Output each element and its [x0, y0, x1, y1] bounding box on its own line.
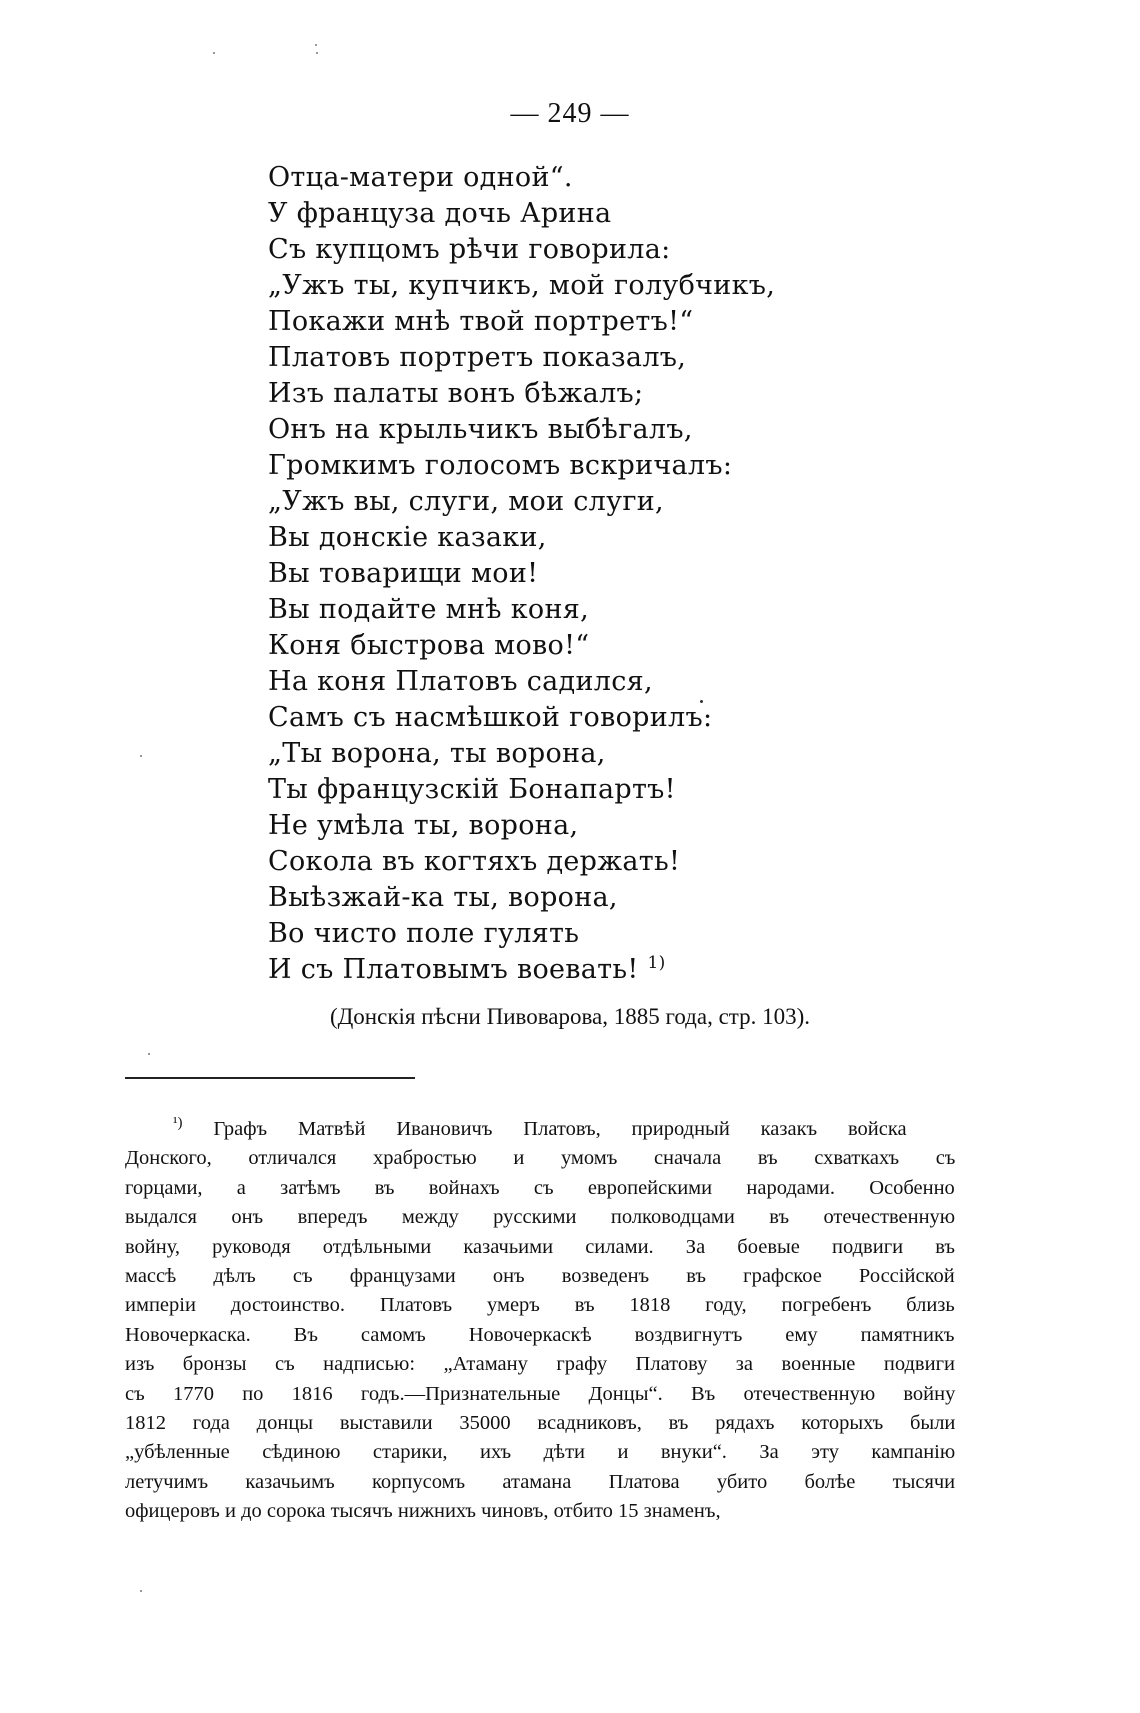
poem-line: „Ужъ вы, слуги, мои слуги,	[268, 486, 664, 517]
poem-line: Громкимъ голосомъ вскричалъ:	[268, 450, 733, 481]
footnote-line: летучимъ казачьимъ корпусомъ атамана Платова убито болѣе тысячи	[125, 1470, 956, 1493]
poem-line: Покажи мнѣ твой портретъ!“	[268, 306, 694, 337]
poem-line: Во чисто поле гулять	[268, 918, 580, 949]
footnote-line: выдался онъ впередъ между русскими полководцами въ отечественную	[125, 1206, 956, 1229]
footnote-line: 1812 года донцы выставили 35000 всадниковъ, въ рядахъ которыхъ были	[125, 1411, 956, 1434]
poem-line: Самъ съ насмѣшкой говорилъ:	[268, 702, 713, 733]
scan-speck	[148, 1053, 150, 1055]
footnote-line: массѣ дѣлъ съ французами онъ возведенъ въ графское Россійской	[125, 1264, 955, 1287]
poem-last-line	[268, 952, 968, 988]
footnote-line	[125, 1115, 955, 1144]
poem-line: Отца-матери одной“.	[268, 162, 573, 193]
footnote-line: имперіи достоинство. Платовъ умеръ въ 1818 году, погребенъ близь	[125, 1294, 955, 1317]
scan-speck	[315, 44, 317, 46]
source-citation: (Донскія пѣсни Пивоварова, 1885 года, стр. 103).	[329, 1004, 811, 1029]
poem-line: Сокола въ когтяхъ держать!	[268, 846, 681, 877]
poem	[268, 160, 968, 988]
footnote-line: Новочеркаска. Въ самомъ Новочеркаскѣ воздвигнутъ ему памятникъ	[125, 1323, 955, 1346]
footnote-line: офицеровъ и до сорока тысячъ нижнихъ чиновъ, отбито 15 знаменъ,	[125, 1500, 721, 1523]
poem-line: На коня Платовъ садился,	[268, 666, 653, 697]
poem-line: Вы товарищи мои!	[268, 558, 539, 589]
footnote	[125, 1115, 955, 1526]
scan-speck	[140, 1590, 142, 1592]
scan-speck	[316, 52, 318, 54]
poem-last-line-text: И съ Платовымъ воевать!	[268, 954, 639, 985]
poem-line: „Ты ворона, ты ворона,	[268, 738, 606, 769]
footnote-line: съ 1770 по 1816 годъ.—Признательные Донцы“. Въ отечественную войну	[125, 1382, 956, 1405]
scan-speck	[140, 755, 142, 757]
poem-line: Ты французскій Бонапартъ!	[268, 774, 676, 805]
footnote-line: горцами, а затѣмъ въ войнахъ съ европейскими народами. Особенно	[125, 1176, 955, 1199]
footnote-line: „убѣленные сѣдиною старики, ихъ дѣти и внуки“. За эту кампанію	[125, 1441, 956, 1464]
footnote-reference[interactable]: 1)	[647, 953, 666, 973]
poem-line: У француза дочь Арина	[268, 198, 612, 229]
poem-line: Вы подайте мнѣ коня,	[268, 594, 589, 625]
poem-line: Онъ на крыльчикъ выбѣгалъ,	[268, 414, 693, 445]
poem-line: Вы донскіе казаки,	[268, 522, 547, 553]
poem-line: Выѣзжай-ка ты, ворона,	[268, 882, 618, 913]
poem-line: Коня быстрова мово!“	[268, 630, 590, 661]
footnote-line: изъ бронзы съ надписью: „Атаману графу Платову за военные подвиги	[125, 1353, 955, 1376]
poem-line: Съ купцомъ рѣчи говорила:	[268, 234, 671, 265]
footnote-line: войну, руководя отдѣльными казачьими силами. За боевые подвиги въ	[125, 1235, 955, 1258]
poem-line: „Ужъ ты, купчикъ, мой голубчикъ,	[268, 270, 776, 301]
scan-speck	[213, 52, 215, 54]
poem-line: Платовъ портретъ показалъ,	[268, 342, 687, 373]
page-number: — 249 —	[510, 98, 630, 129]
footnote-line: Донского, отличался храбростью и умомъ сначала въ схваткахъ съ	[125, 1147, 956, 1170]
footnote-marker: ¹)	[173, 1115, 183, 1132]
footnote-divider	[125, 1077, 415, 1079]
poem-line: Изъ палаты вонъ бѣжалъ;	[268, 378, 644, 409]
footnote-line-text: Графъ Матвѣй Ивановичъ Платовъ, природный казакъ войска	[213, 1118, 907, 1140]
poem-line: Не умѣла ты, ворона,	[268, 810, 579, 841]
